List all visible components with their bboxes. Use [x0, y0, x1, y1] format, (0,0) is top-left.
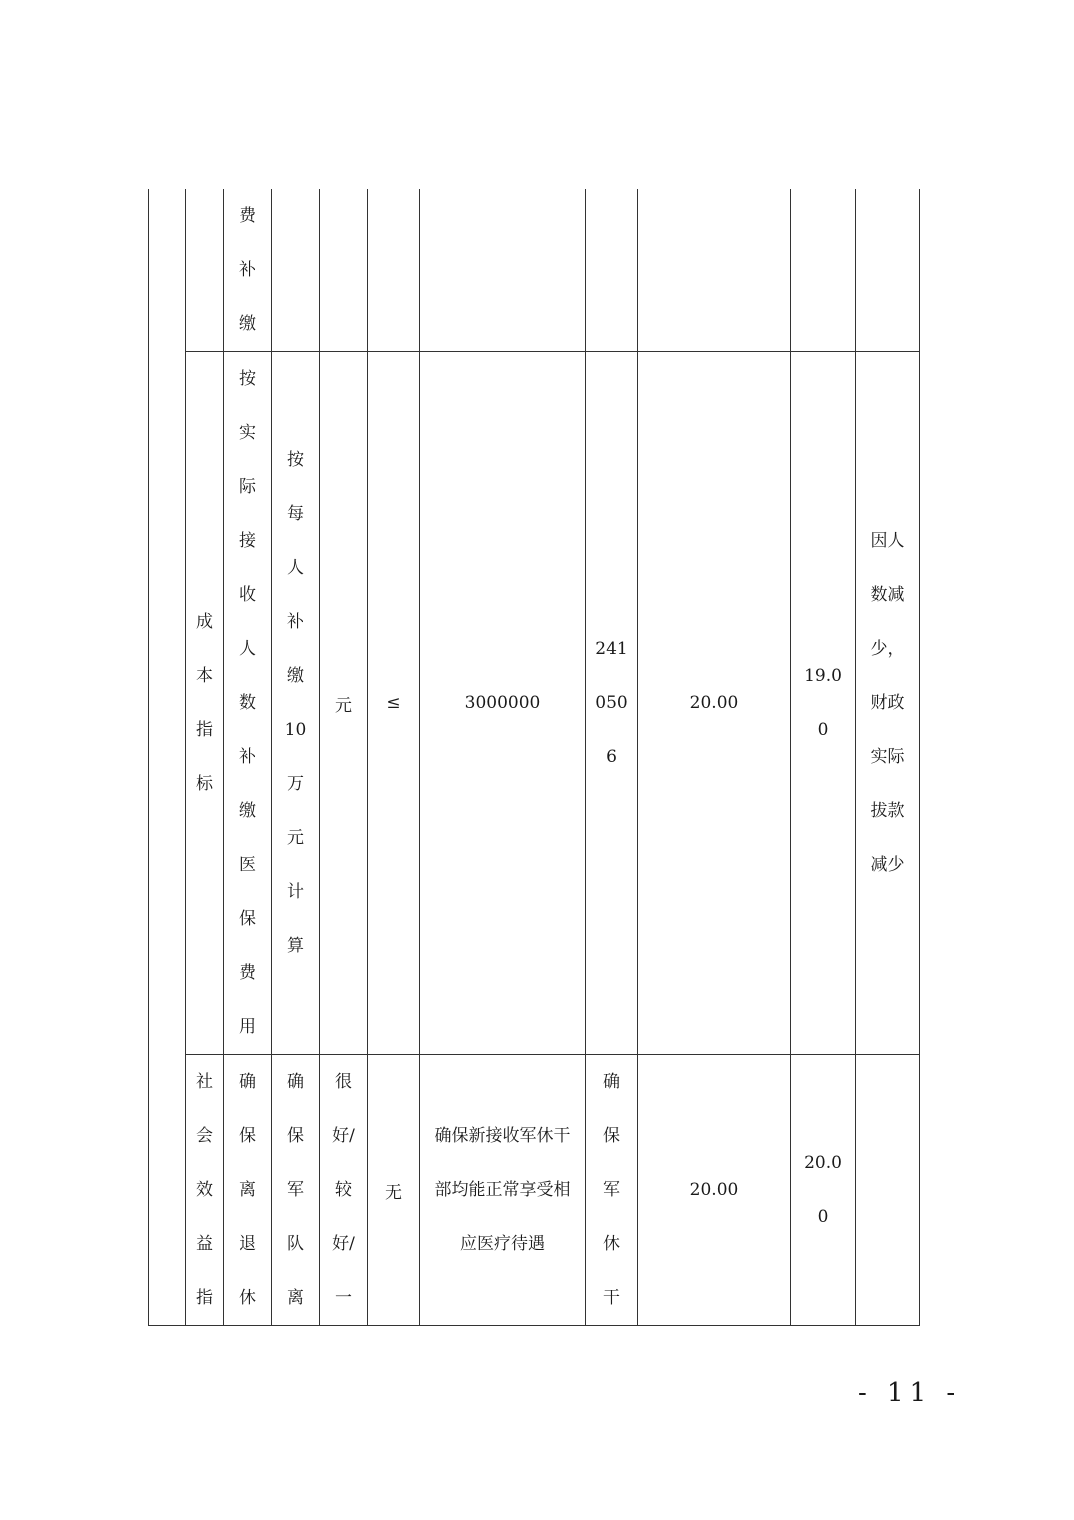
tertiary-indicator-cell	[224, 189, 272, 352]
outer-category-cell	[149, 189, 186, 1326]
weight-cell	[638, 352, 791, 1055]
score-text: 19.0 0	[804, 666, 842, 740]
tertiary-indicator-cell	[224, 352, 272, 1055]
category-text: 社 会 效 益 指	[196, 1072, 213, 1308]
performance-indicator-table	[148, 189, 920, 1326]
remark-cell	[856, 352, 920, 1055]
secondary-indicator-cell	[186, 1055, 224, 1326]
actual-value-text: 确 保 军 休 干	[603, 1072, 620, 1308]
page-number: - 11 -	[858, 1378, 962, 1408]
weight-text: 20.00	[689, 693, 739, 713]
operator-cell	[368, 189, 420, 352]
unit-cell	[320, 1055, 368, 1326]
target-value-text: 3000000	[464, 693, 541, 713]
table-row	[149, 352, 920, 1055]
indicator-detail-cell	[272, 352, 320, 1055]
remark-text: 因人 数减 少， 财政 实际 拔款 减少	[870, 531, 905, 875]
secondary-indicator-cell	[186, 352, 224, 1055]
weight-text: 20.00	[689, 1180, 739, 1200]
detail-text: 确 保 军 队 离	[287, 1072, 304, 1308]
unit-cell	[320, 352, 368, 1055]
remark-cell	[856, 189, 920, 352]
operator-text: 无	[385, 1182, 402, 1203]
indicator-text: 费 补 缴	[239, 206, 256, 334]
target-value-cell	[420, 1055, 586, 1326]
indicator-detail-cell	[272, 189, 320, 352]
detail-text: 按 每 人 补 缴 10 万 元 计 算	[284, 450, 307, 956]
score-cell	[791, 1055, 856, 1326]
weight-cell	[638, 189, 791, 352]
indicator-text: 按 实 际 接 收 人 数 补 缴 医 保 费 用	[239, 369, 256, 1037]
operator-cell	[368, 1055, 420, 1326]
score-text: 20.0 0	[804, 1153, 842, 1227]
actual-value-cell	[586, 1055, 638, 1326]
indicator-detail-cell	[272, 1055, 320, 1326]
table-row	[149, 189, 920, 352]
actual-value-text: 241 050 6	[595, 639, 628, 767]
score-cell	[791, 189, 856, 352]
actual-value-cell	[586, 352, 638, 1055]
table-row	[149, 1055, 920, 1326]
target-value-text: 确保新接收军休干部均能正常享受相应医疗待遇	[434, 1126, 571, 1254]
operator-text: ≤	[386, 693, 401, 713]
secondary-indicator-cell	[186, 189, 224, 352]
indicator-text: 确 保 离 退 休	[239, 1072, 256, 1308]
target-value-cell	[420, 352, 586, 1055]
unit-text: 很 好/ 较 好/ 一	[332, 1072, 355, 1308]
remark-cell	[856, 1055, 920, 1326]
unit-cell	[320, 189, 368, 352]
actual-value-cell	[586, 189, 638, 352]
weight-cell	[638, 1055, 791, 1326]
operator-cell	[368, 352, 420, 1055]
target-value-cell	[420, 189, 586, 352]
unit-text: 元	[335, 695, 352, 716]
tertiary-indicator-cell	[224, 1055, 272, 1326]
category-text: 成 本 指 标	[196, 612, 213, 794]
score-cell	[791, 352, 856, 1055]
